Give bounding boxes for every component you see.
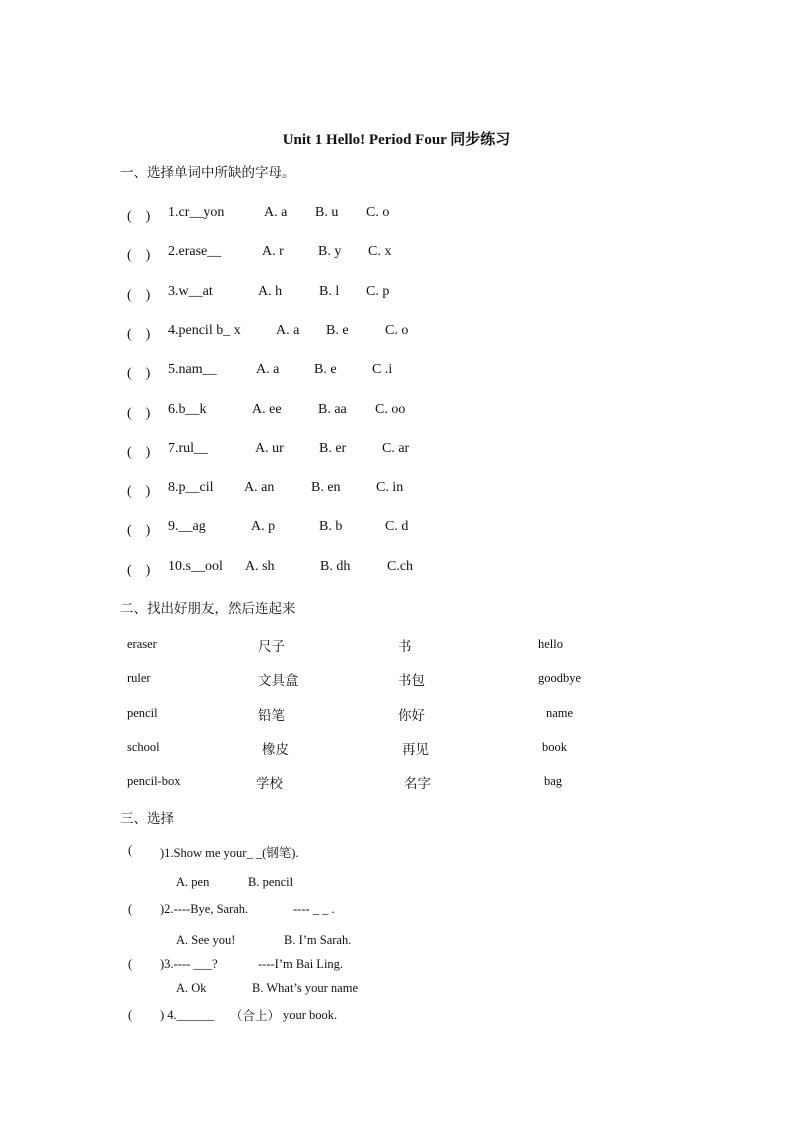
question-stem: 1.cr__yon (168, 205, 225, 220)
match-english-1: school (127, 740, 160, 754)
s3-q1-option-b: B. pencil (248, 875, 294, 889)
question-paren: ( ) (127, 209, 151, 224)
option-c: C. ar (382, 441, 410, 456)
s3-q4-stem: ) 4.______ (160, 1008, 215, 1022)
option-c: C.ch (387, 559, 414, 574)
question-paren: ( ) (127, 563, 151, 578)
match-chinese-1: 尺子 (258, 639, 285, 655)
match-chinese-2: 名字 (404, 776, 431, 792)
option-b: B. e (326, 323, 349, 338)
page-title: Unit 1 Hello! Period Four 同步练习 (282, 132, 511, 148)
match-chinese-1: 学校 (256, 776, 283, 792)
s3-q3-option-b: B. What’s your name (252, 981, 358, 995)
match-chinese-2: 书包 (398, 673, 425, 689)
match-english-1: ruler (127, 671, 151, 685)
question-paren: ( ) (127, 248, 151, 263)
question-paren: ( ) (127, 445, 151, 460)
question-paren: ( ) (127, 366, 151, 381)
question-stem: 9.__ag (168, 519, 206, 534)
s3-q1-option-a: A. pen (176, 875, 210, 889)
s3-q3-stem: )3.---- ___? (160, 957, 218, 971)
s3-q2-stem: )2.----Bye, Sarah. (160, 902, 249, 916)
option-b: B. y (318, 244, 342, 259)
s3-q4-hint: （合上） (230, 1008, 281, 1023)
section2-heading: 二、找出好朋友，然后连起来 (120, 601, 296, 617)
match-chinese-1: 铅笔 (258, 708, 285, 724)
s3-q2-option-a: A. See you! (176, 933, 236, 947)
s3-q1-stem: )1.Show me your_ _(钢笔). (160, 846, 299, 860)
option-a: A. ur (255, 441, 284, 456)
match-english-2: name (546, 706, 574, 720)
question-paren: ( ) (127, 523, 151, 538)
option-c: C. oo (375, 402, 406, 417)
match-english-2: book (542, 740, 567, 754)
option-a: A. ee (252, 402, 282, 417)
option-c: C .i (372, 362, 393, 377)
section1-heading: 一、选择单词中所缺的字母。 (120, 165, 296, 181)
s3-q1-paren: ( (128, 843, 133, 857)
option-a: A. a (276, 323, 300, 338)
match-chinese-1: 橡皮 (262, 742, 289, 758)
question-stem: 10.s__ool (168, 559, 223, 574)
s3-q4-paren: ( (128, 1008, 133, 1022)
question-paren: ( ) (127, 288, 151, 303)
match-english-2: goodbye (538, 671, 582, 685)
option-b: B. aa (318, 402, 347, 417)
match-english-1: eraser (127, 637, 157, 651)
option-b: B. e (314, 362, 337, 377)
option-c: C. o (366, 205, 390, 220)
question-paren: ( ) (127, 484, 151, 499)
option-b: B. u (315, 205, 339, 220)
option-a: A. sh (245, 559, 275, 574)
section3-heading: 三、选择 (120, 811, 174, 827)
match-chinese-1: 文具盒 (258, 673, 299, 689)
s3-q3-option-a: A. Ok (176, 981, 207, 995)
option-c: C. p (366, 284, 390, 299)
option-b: B. er (319, 441, 347, 456)
s3-q3-reply: ----I’m Bai Ling. (258, 957, 344, 971)
s3-q2-option-b: B. I’m Sarah. (284, 933, 352, 947)
match-english-1: pencil (127, 706, 158, 720)
question-stem: 7.rul__ (168, 441, 209, 456)
question-paren: ( ) (127, 406, 151, 421)
option-a: A. a (264, 205, 288, 220)
option-a: A. r (262, 244, 284, 259)
match-english-2: bag (544, 774, 563, 788)
s3-q3-paren: ( (128, 957, 133, 971)
question-stem: 8.p__cil (168, 480, 214, 495)
match-chinese-2: 书 (398, 639, 412, 655)
match-english-1: pencil-box (127, 774, 181, 788)
question-stem: 4.pencil b_ x (168, 323, 241, 338)
s3-q2-paren: ( (128, 902, 133, 916)
option-c: C. x (368, 244, 392, 259)
match-chinese-2: 再见 (402, 742, 429, 758)
question-stem: 3.w__at (168, 284, 213, 299)
option-b: B. dh (320, 559, 351, 574)
option-b: B. en (311, 480, 341, 495)
option-a: A. a (256, 362, 280, 377)
question-paren: ( ) (127, 327, 151, 342)
question-stem: 6.b__k (168, 402, 207, 417)
question-stem: 5.nam__ (168, 362, 217, 377)
match-chinese-2: 你好 (398, 708, 425, 724)
option-c: C. in (376, 480, 404, 495)
option-a: A. an (244, 480, 275, 495)
option-a: A. p (251, 519, 276, 534)
option-b: B. l (319, 284, 340, 299)
s3-q2-reply: ---- _ _ . (293, 902, 335, 916)
option-c: C. d (385, 519, 409, 534)
match-english-2: hello (538, 637, 563, 651)
option-b: B. b (319, 519, 343, 534)
option-c: C. o (385, 323, 409, 338)
option-a: A. h (258, 284, 283, 299)
s3-q4-rest: your book. (283, 1008, 338, 1022)
question-stem: 2.erase__ (168, 244, 222, 259)
